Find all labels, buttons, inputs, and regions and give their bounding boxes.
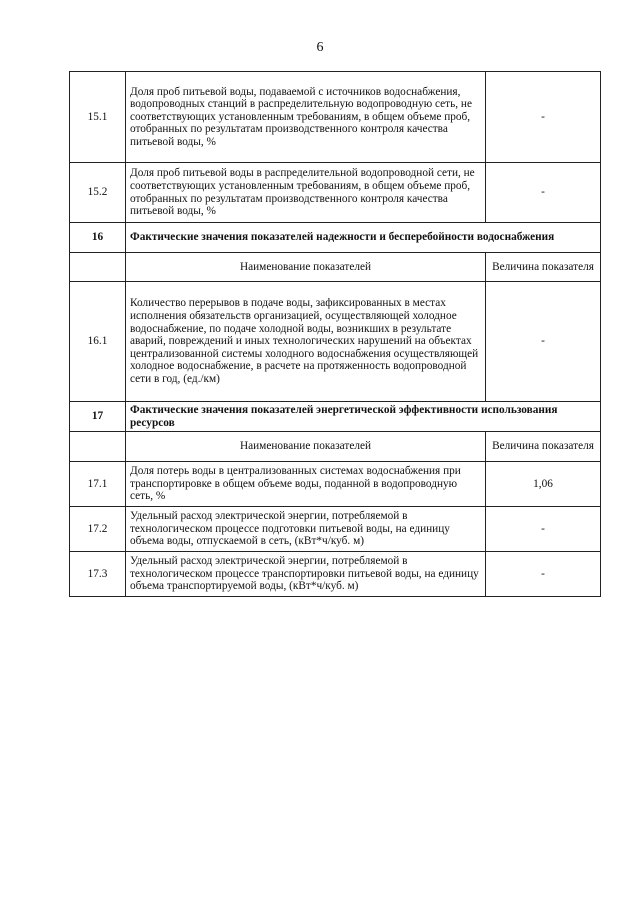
indicators-table — [69, 71, 601, 597]
row-number: 17.3 — [70, 552, 126, 597]
indicator-value: - — [486, 507, 601, 552]
indicator-name: Удельный расход электрической энергии, потребляемой в технологическом процессе транспортировки питьевой воды, на единицу объема транспортируемой воды, (кВт*ч/куб. м) — [126, 552, 486, 597]
indicator-name: Количество перерывов в подаче воды, зафиксированных в местах исполнения обязательств организацией, осуществляющей холодное водоснабжение, по подаче холодной воды, возникших в результате аварий, повреждений и иных технологических нарушений на объектах централизованной системы холодного водоснабжения осуществляющей холодное водоснабжение, в расчете на протяженность водопроводной сети в год, (ед./км) — [126, 282, 486, 402]
indicator-name: Доля потерь воды в централизованных системах водоснабжения при транспортировке в общем объеме воды, поданной в водопроводную сеть, % — [126, 462, 486, 507]
section-row-16 — [70, 223, 601, 253]
section-title: Фактические значения показателей энергетической эффективности использования ресурсов — [126, 402, 601, 432]
header-indicator-value: Величина показателя — [486, 432, 601, 462]
table-row-17-2 — [70, 507, 601, 552]
section-title: Фактические значения показателей надежности и бесперебойности водоснабжения — [126, 223, 601, 253]
header-indicator-name: Наименование показателей — [126, 432, 486, 462]
header-indicator-name: Наименование показателей — [126, 253, 486, 282]
header-indicator-value: Величина показателя — [486, 253, 601, 282]
indicator-value: - — [486, 552, 601, 597]
table-row-17-3 — [70, 552, 601, 597]
indicator-name: Доля проб питьевой воды, подаваемой с источников водоснабжения, водопроводных станций в распределительную водопроводную сеть, не соответствующих установленным требованиям, в общем объеме проб, отобранных по результатам производственного контроля качества питьевой воды, % — [126, 72, 486, 163]
table-row-15-2 — [70, 163, 601, 223]
row-number: 15.1 — [70, 72, 126, 163]
row-number: 16.1 — [70, 282, 126, 402]
table-row-17-1 — [70, 462, 601, 507]
row-number: 17.1 — [70, 462, 126, 507]
header-empty-cell — [70, 432, 126, 462]
row-number: 15.2 — [70, 163, 126, 223]
header-row-16 — [70, 253, 601, 282]
indicator-value: - — [486, 163, 601, 223]
row-number: 17.2 — [70, 507, 126, 552]
indicator-value: 1,06 — [486, 462, 601, 507]
indicator-value: - — [486, 72, 601, 163]
header-empty-cell — [70, 253, 126, 282]
page-number: 6 — [316, 40, 324, 55]
header-row-17 — [70, 432, 601, 462]
indicator-value: - — [486, 282, 601, 402]
table-row-15-1 — [70, 72, 601, 163]
section-row-17 — [70, 402, 601, 432]
section-number: 16 — [70, 223, 126, 253]
table-row-16-1 — [70, 282, 601, 402]
indicator-name: Доля проб питьевой воды в распределительной водопроводной сети, не соответствующих установленным требованиям, в общем объеме проб, отобранных по результатам производственного контроля качества питьевой воды, % — [126, 163, 486, 223]
section-number: 17 — [70, 402, 126, 432]
indicator-name: Удельный расход электрической энергии, потребляемой в технологическом процессе подготовки питьевой воды, на единицу объема воды, отпускаемой в сеть, (кВт*ч/куб. м) — [126, 507, 486, 552]
